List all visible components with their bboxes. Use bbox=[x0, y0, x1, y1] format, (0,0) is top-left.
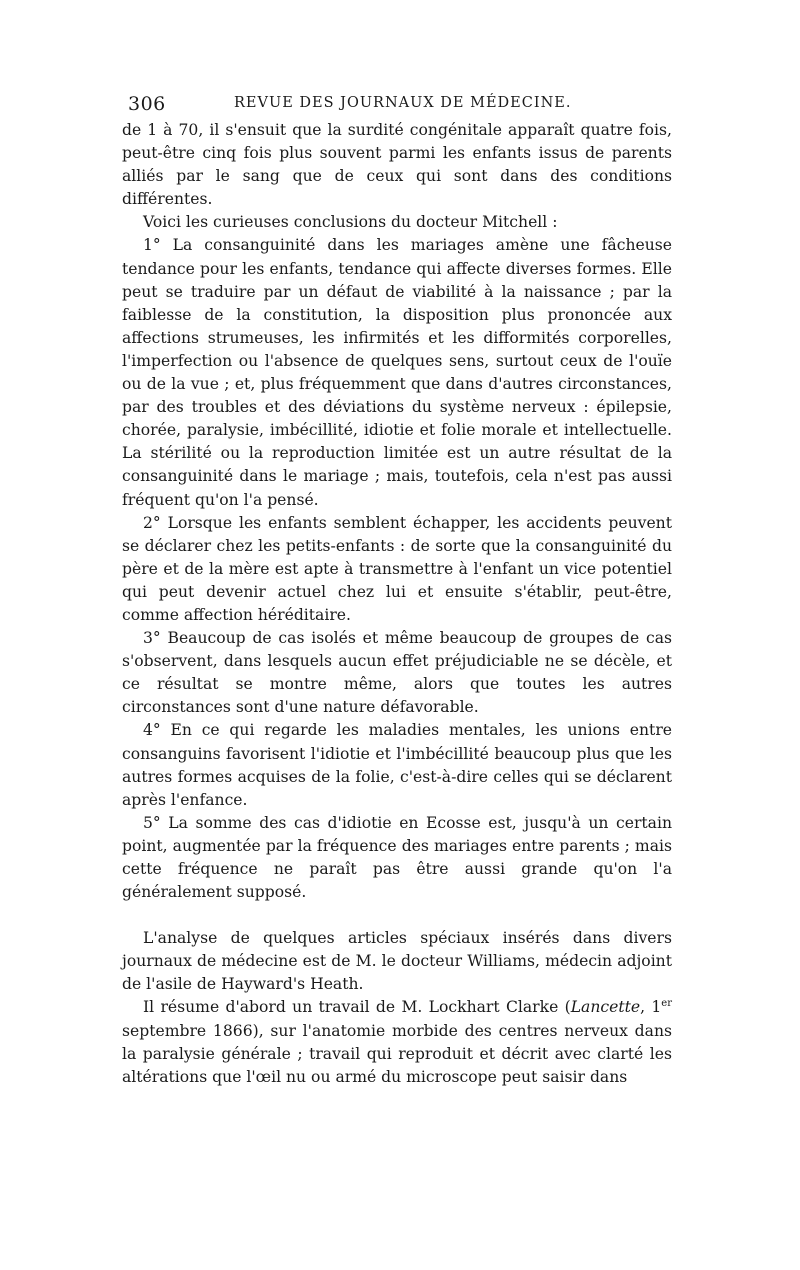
section-gap bbox=[122, 904, 672, 927]
text-run: , 1 bbox=[640, 998, 662, 1017]
journal-title: Lancette bbox=[570, 998, 641, 1017]
page-number: 306 bbox=[128, 93, 166, 115]
paragraph-conclusion-1: 1° La consanguinité dans les mariages amène une fâcheuse tendance pour les enfants, tendance qui affecte diverses formes. Elle peut se traduire par un défaut de viabilité à la naissance ; par la faiblesse de la constitution, la disposition plus prononcée aux affections strumeuses, les infirmités et les difformités corporelles, l'imperfection ou l'absence de quelques sens, surtout ceux de l'ouïe ou de la vue ; et, plus fréquemment que dans d'autres circonstances, par des troubles et des déviations du système nerveux : épilepsie, chorée, paralysie, imbécillité, idiotie et folie morale et intellectuelle. La stérilité ou la reproduction limitée est un autre résultat de la consanguinité dans le mariage ; mais, toutefois, cela n'est pas aussi fréquent qu'on l'a pensé. bbox=[122, 236, 672, 509]
body-text bbox=[122, 119, 672, 1089]
paragraph-williams-analysis: L'analyse de quelques articles spéciaux insérés dans divers journaux de médecine est de M. le docteur Williams, médecin adjoint de l'asile de Hayward's Heath. bbox=[122, 929, 672, 994]
paragraph-conclusion-2: 2° Lorsque les enfants semblent échapper, les accidents peuvent se déclarer chez les petits-enfants : de sorte que la consanguinité du père et de la mère est apte à transmettre à l'enfant un vice potentiel qui peut devenir actuel chez lui et ensuite s'établir, peut-être, comme affection héréditaire. bbox=[122, 513, 672, 624]
text-run: Il résume d'abord un travail de M. Lockhart Clarke ( bbox=[143, 998, 571, 1017]
paragraph-mitchell-intro: Voici les curieuses conclusions du docteur Mitchell : bbox=[143, 213, 558, 232]
document-page bbox=[122, 93, 672, 1089]
paragraph-conclusion-3: 3° Beaucoup de cas isolés et même beaucoup de groupes de cas s'observent, dans lesquels aucun effet préjudiciable ne se décèle, et ce résultat se montre même, alors que toutes les autres circonstances sont d'une nature défavorable. bbox=[122, 629, 672, 717]
paragraph-lockhart-clarke bbox=[122, 996, 672, 1088]
paragraph-deafness-conclusion: de 1 à 70, il s'ensuit que la surdité congénitale apparaît quatre fois, peut-être cinq fois plus souvent parmi les enfants issus de parents alliés par le sang que de ceux qui sont dans des conditions différentes. bbox=[122, 121, 672, 209]
paragraph-conclusion-5: 5° La somme des cas d'idiotie en Ecosse est, jusqu'à un certain point, augmentée par la fréquence des mariages entre parents ; mais cette fréquence ne paraît pas être aussi grande qu'on l'a généralement supposé. bbox=[122, 813, 672, 902]
ordinal-superscript: er bbox=[661, 998, 672, 1010]
paragraph-conclusion-4: 4° En ce qui regarde les maladies mentales, les unions entre consanguins favorisent l'idiotie et l'imbécillité beaucoup plus que les autres formes acquises de la folie, c'est-à-dire celles qui se déclarent après l'enfance. bbox=[122, 721, 672, 809]
text-run: septembre 1866), sur l'anatomie morbide des centres nerveux dans la paralysie générale ; travail qui reproduit et décrit avec clarté les altérations que l'œil nu ou armé du microscope peut saisir dans bbox=[122, 1021, 672, 1086]
running-header bbox=[122, 93, 672, 119]
running-title: REVUE DES JOURNAUX DE MÉDECINE. bbox=[234, 95, 572, 111]
